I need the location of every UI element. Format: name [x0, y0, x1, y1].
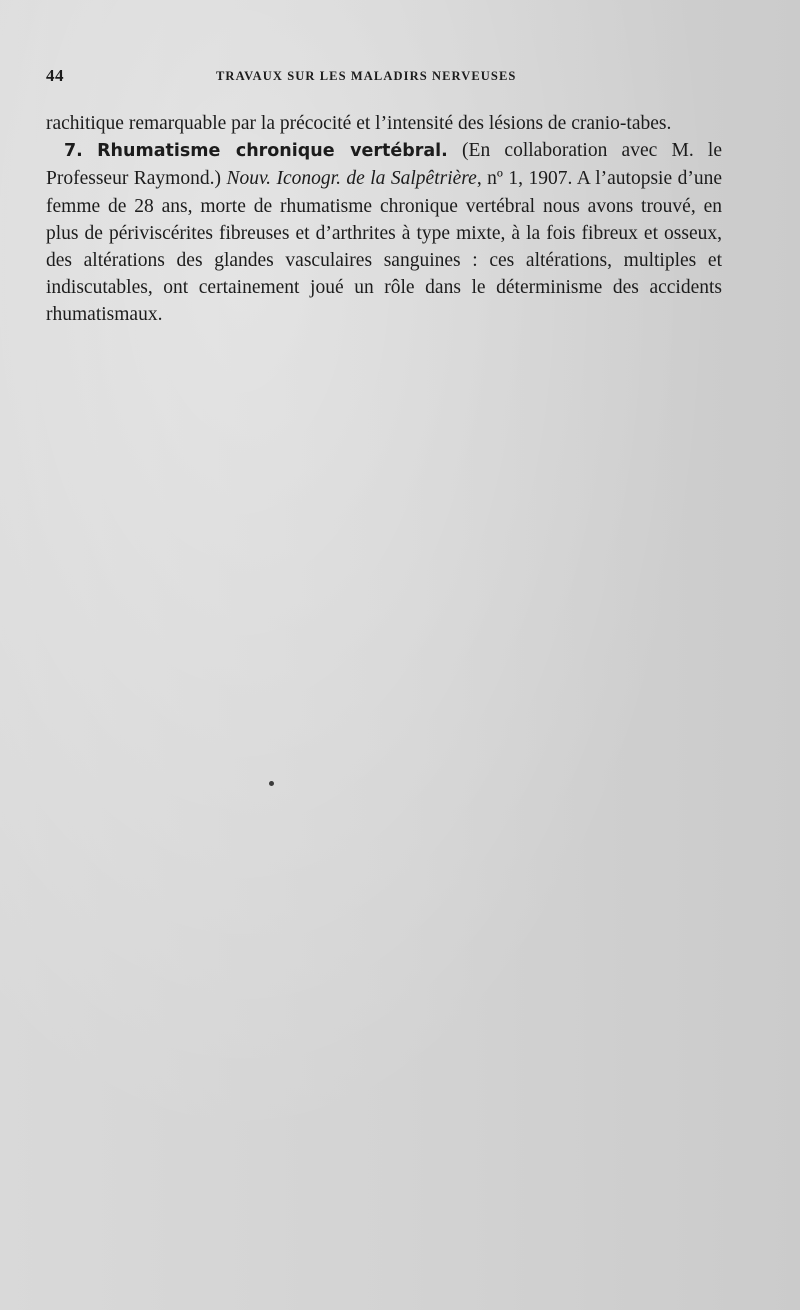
- paragraph-cranio-tabes: rachitique remarquable par la précocité et l’intensité des lésions de cranio-tabes.: [46, 113, 672, 134]
- running-head: TRAVAUX SUR LES MALADIRS NERVEUSES: [216, 69, 517, 83]
- page-number: 44: [46, 66, 64, 85]
- ink-speck: [269, 781, 274, 786]
- entry-title: Rhumatisme chronique vertébral.: [97, 141, 448, 162]
- page-header: [46, 66, 726, 90]
- entry-body: , nº 1, 1907. A l’autopsie d’une femme de 28 ans, morte de rhumatisme chronique vertébral nous avons trouvé, en plus de périviscérites fibreuses et d’arthrites à type mixte, à la fois fibreux et osseux, des altérations des glandes vasculaires sanguines : ces altérations, multiples et indiscutables, ont certainement joué un rôle dans le déterminisme des accidents rhumatismaux.: [46, 168, 722, 326]
- journal-title: Nouv. Iconogr. de la Salpêtrière: [226, 168, 477, 190]
- body-text: [46, 110, 722, 329]
- entry-number: 7.: [64, 141, 83, 162]
- paragraph-rhumatisme: [46, 137, 722, 328]
- entry-collaboration: (En collaboration avec M. le Professeur Raymond.): [46, 140, 722, 190]
